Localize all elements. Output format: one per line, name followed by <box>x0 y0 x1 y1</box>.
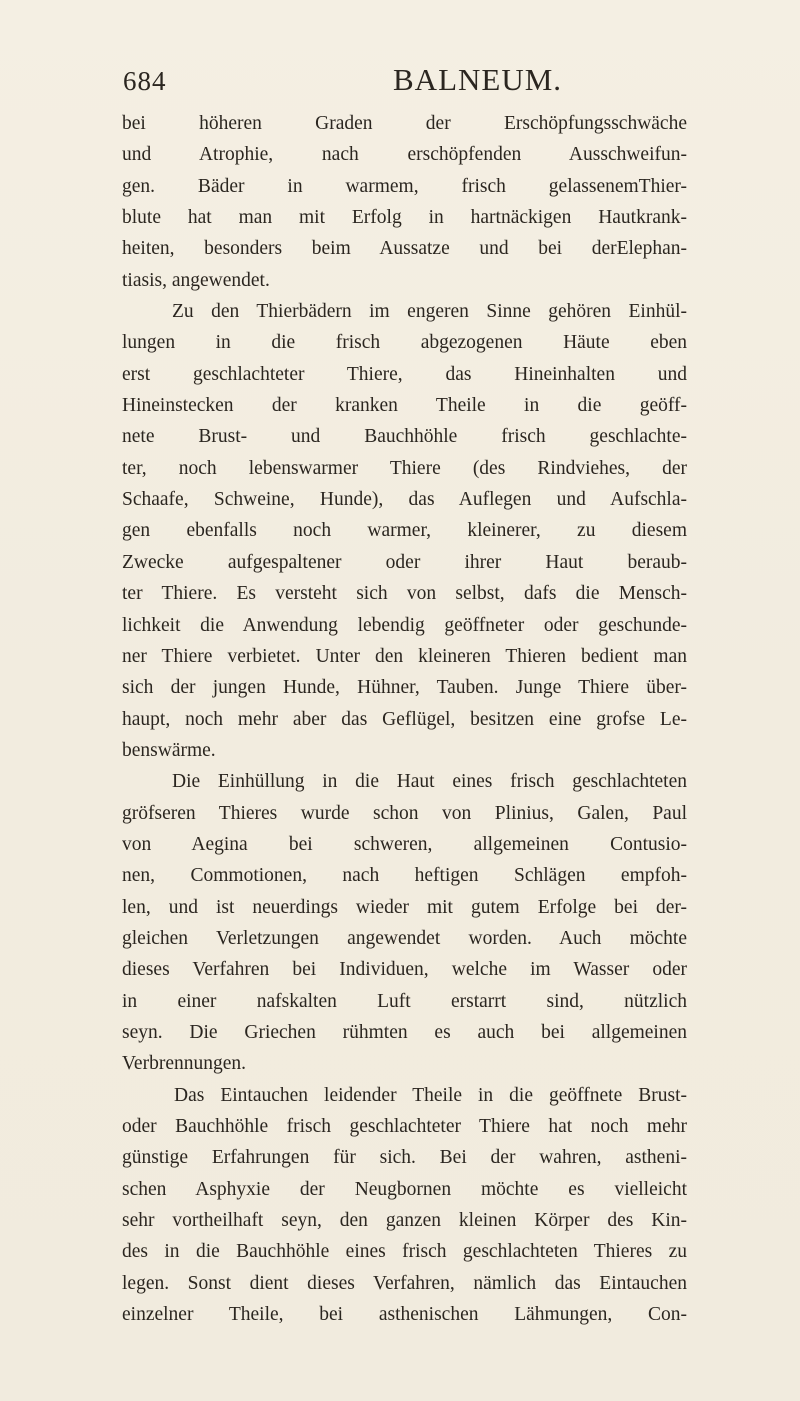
text-line: legen. Sonst dient dieses Verfahren, nämlich das Eintauchen <box>122 1272 687 1294</box>
text-line: gen ebenfalls noch warmer, kleinerer, zu diesem <box>122 520 687 542</box>
text-line: sehr vortheilhaft seyn, den ganzen kleinen Körper des Kin- <box>122 1210 687 1232</box>
text-line: ner Thiere verbietet. Unter den kleineren Thieren bedient man <box>122 645 687 667</box>
text-line: Verbrennungen. <box>122 1053 246 1075</box>
text-line: nen, Commotionen, nach heftigen Schlägen empfoh- <box>122 865 687 887</box>
text-line: len, und ist neuerdings wieder mit gutem Erfolge bei der- <box>122 896 687 918</box>
running-title: BALNEUM. <box>393 62 563 97</box>
text-line: gleichen Verletzungen angewendet worden. Auch möchte <box>122 927 687 949</box>
text-line: und Atrophie, nach erschöpfenden Ausschweifun- <box>122 144 687 166</box>
text-line: benswärme. <box>122 739 216 761</box>
text-line: Die Einhüllung in die Haut eines frisch geschlachteten <box>172 771 687 793</box>
text-line: dieses Verfahren bei Individuen, welche im Wasser oder <box>122 959 687 981</box>
text-line: lungen in die frisch abgezogenen Häute eben <box>122 332 687 354</box>
text-line: schen Asphyxie der Neugbornen möchte es vielleicht <box>122 1178 687 1200</box>
text-line: haupt, noch mehr aber das Geflügel, besitzen eine grofse Le- <box>122 708 687 730</box>
page-header <box>0 62 800 102</box>
text-line: tiasis, angewendet. <box>122 269 270 291</box>
text-line: günstige Erfahrungen für sich. Bei der wahren, astheni- <box>122 1147 687 1169</box>
text-line: sich der jungen Hunde, Hühner, Tauben. Junge Thiere über- <box>122 677 687 699</box>
text-line: Das Eintauchen leidender Theile in die geöffnete Brust- <box>174 1084 687 1106</box>
text-line: erst geschlachteter Thiere, das Hineinhalten und <box>122 363 687 385</box>
text-line: in einer nafskalten Luft erstarrt sind, nützlich <box>122 990 687 1012</box>
text-line: blute hat man mit Erfolg in hartnäckigen Hautkrank- <box>122 207 687 229</box>
text-line: des in die Bauchhöhle eines frisch geschlachteten Thieres zu <box>122 1241 687 1263</box>
text-line: Zu den Thierbädern im engeren Sinne gehören Einhül- <box>172 301 687 323</box>
text-line: heiten, besonders beim Aussatze und bei derElephan- <box>122 238 687 260</box>
text-line: einzelner Theile, bei asthenischen Lähmungen, Con- <box>122 1304 687 1326</box>
text-line: Schaafe, Schweine, Hunde), das Auflegen und Aufschla- <box>122 489 687 511</box>
text-line: bei höheren Graden der Erschöpfungsschwäche <box>122 113 687 134</box>
text-line: gen. Bäder in warmem, frisch gelassenemThier- <box>122 175 687 197</box>
body-text <box>122 108 687 1330</box>
page-number: 684 <box>123 66 167 96</box>
text-line: nete Brust- und Bauchhöhle frisch geschlachte- <box>122 426 687 448</box>
text-line: ter Thiere. Es versteht sich von selbst, dafs die Mensch- <box>122 583 687 605</box>
text-line: gröfseren Thieres wurde schon von Plinius, Galen, Paul <box>122 802 687 824</box>
text-line: Hineinstecken der kranken Theile in die geöff- <box>122 395 687 417</box>
text-line: Zwecke aufgespaltener oder ihrer Haut beraub- <box>122 551 687 573</box>
text-line: ter, noch lebenswarmer Thiere (des Rindviehes, der <box>122 457 687 479</box>
text-line: lichkeit die Anwendung lebendig geöffneter oder geschunde- <box>122 614 687 636</box>
text-line: von Aegina bei schweren, allgemeinen Contusio- <box>122 833 687 855</box>
text-line: seyn. Die Griechen rühmten es auch bei allgemeinen <box>122 1021 687 1043</box>
text-line: oder Bauchhöhle frisch geschlachteter Thiere hat noch mehr <box>122 1116 687 1137</box>
